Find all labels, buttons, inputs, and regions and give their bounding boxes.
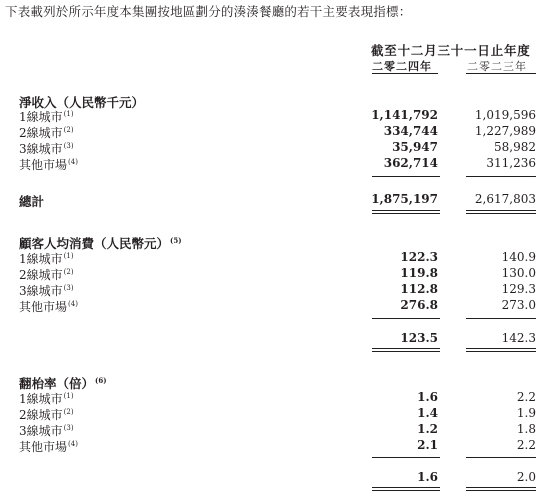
total-label: 總計 xyxy=(19,194,45,209)
row-label: 其他市場$^{(4)}$ xyxy=(19,158,78,172)
value-prior: 130.0 xyxy=(501,266,536,280)
subtotal-rule xyxy=(372,318,440,319)
subtotal-rule xyxy=(372,176,440,177)
value-prior: 311,236 xyxy=(486,156,536,170)
value-prior: 1,019,596 xyxy=(474,108,536,122)
value-prior: 1.9 xyxy=(516,406,536,420)
value-current: 35,947 xyxy=(392,140,438,154)
total-double-rule xyxy=(372,351,440,352)
section-title: 翻枱率（倍）$^{(6)}$ xyxy=(19,376,107,391)
total-current: 1,875,197 xyxy=(371,192,438,206)
value-current: 1,141,792 xyxy=(371,108,438,122)
value-current: 334,744 xyxy=(383,124,438,138)
total-double-rule xyxy=(466,213,536,214)
total-double-rule xyxy=(372,487,440,488)
year-prior-header: 二零二三年 xyxy=(467,60,527,73)
value-prior: 2.2 xyxy=(516,390,536,404)
row-label: 2線城市$^{(2)}$ xyxy=(19,268,74,282)
total-double-rule xyxy=(466,490,536,491)
subtotal-rule xyxy=(466,176,536,177)
header-rule-current xyxy=(372,73,438,74)
value-prior: 140.9 xyxy=(501,250,536,264)
value-prior: 58,982 xyxy=(494,140,536,154)
value-prior: 1,227,989 xyxy=(474,124,536,138)
value-current: 1.6 xyxy=(417,390,438,404)
row-label: 3線城市$^{(3)}$ xyxy=(19,424,74,438)
value-current: 112.8 xyxy=(400,282,438,296)
total-double-rule xyxy=(372,348,440,349)
row-label: 其他市場$^{(4)}$ xyxy=(19,300,78,314)
value-current: 2.1 xyxy=(417,438,438,452)
value-current: 122.3 xyxy=(400,250,438,264)
row-label: 2線城市$^{(2)}$ xyxy=(19,408,74,422)
row-label: 3線城市$^{(3)}$ xyxy=(19,142,74,156)
section-title: 顧客人均消費（人民幣元）$^{(5)}$ xyxy=(19,236,182,251)
total-double-rule xyxy=(466,487,536,488)
subtotal-rule xyxy=(372,457,440,458)
total-current: 1.6 xyxy=(417,470,438,484)
value-prior: 2.2 xyxy=(516,438,536,452)
value-prior: 129.3 xyxy=(501,282,536,296)
year-current-header: 二零二四年 xyxy=(372,60,432,73)
total-double-rule xyxy=(466,210,536,211)
value-current: 1.2 xyxy=(417,422,438,436)
row-label: 1線城市$^{(1)}$ xyxy=(19,110,74,124)
value-prior: 1.8 xyxy=(516,422,536,436)
value-current: 1.4 xyxy=(417,406,438,420)
period-header: 截至十二月三十一日止年度 xyxy=(371,43,531,58)
row-label: 1線城市$^{(1)}$ xyxy=(19,252,74,266)
total-prior: 142.3 xyxy=(501,331,536,345)
total-double-rule xyxy=(466,351,536,352)
subtotal-rule xyxy=(466,318,536,319)
value-current: 276.8 xyxy=(400,298,438,312)
total-prior: 2.0 xyxy=(516,470,536,484)
row-label: 2線城市$^{(2)}$ xyxy=(19,126,74,140)
value-current: 362,714 xyxy=(383,156,438,170)
header-rule-prior xyxy=(466,73,536,74)
total-double-rule xyxy=(372,490,440,491)
subtotal-rule xyxy=(466,457,536,458)
row-label: 其他市場$^{(4)}$ xyxy=(19,440,78,454)
total-double-rule xyxy=(466,348,536,349)
row-label: 1線城市$^{(1)}$ xyxy=(19,392,74,406)
value-prior: 273.0 xyxy=(501,298,536,312)
total-double-rule xyxy=(372,213,440,214)
value-current: 119.8 xyxy=(400,266,438,280)
section-title: 淨收入（人民幣千元） xyxy=(19,95,145,110)
total-prior: 2,617,803 xyxy=(474,192,536,206)
intro-text: 下表載列於所示年度本集團按地區劃分的湊湊餐廳的若干主要表現指標： xyxy=(5,4,412,19)
total-double-rule xyxy=(372,210,440,211)
total-current: 123.5 xyxy=(400,331,438,345)
row-label: 3線城市$^{(3)}$ xyxy=(19,284,74,298)
